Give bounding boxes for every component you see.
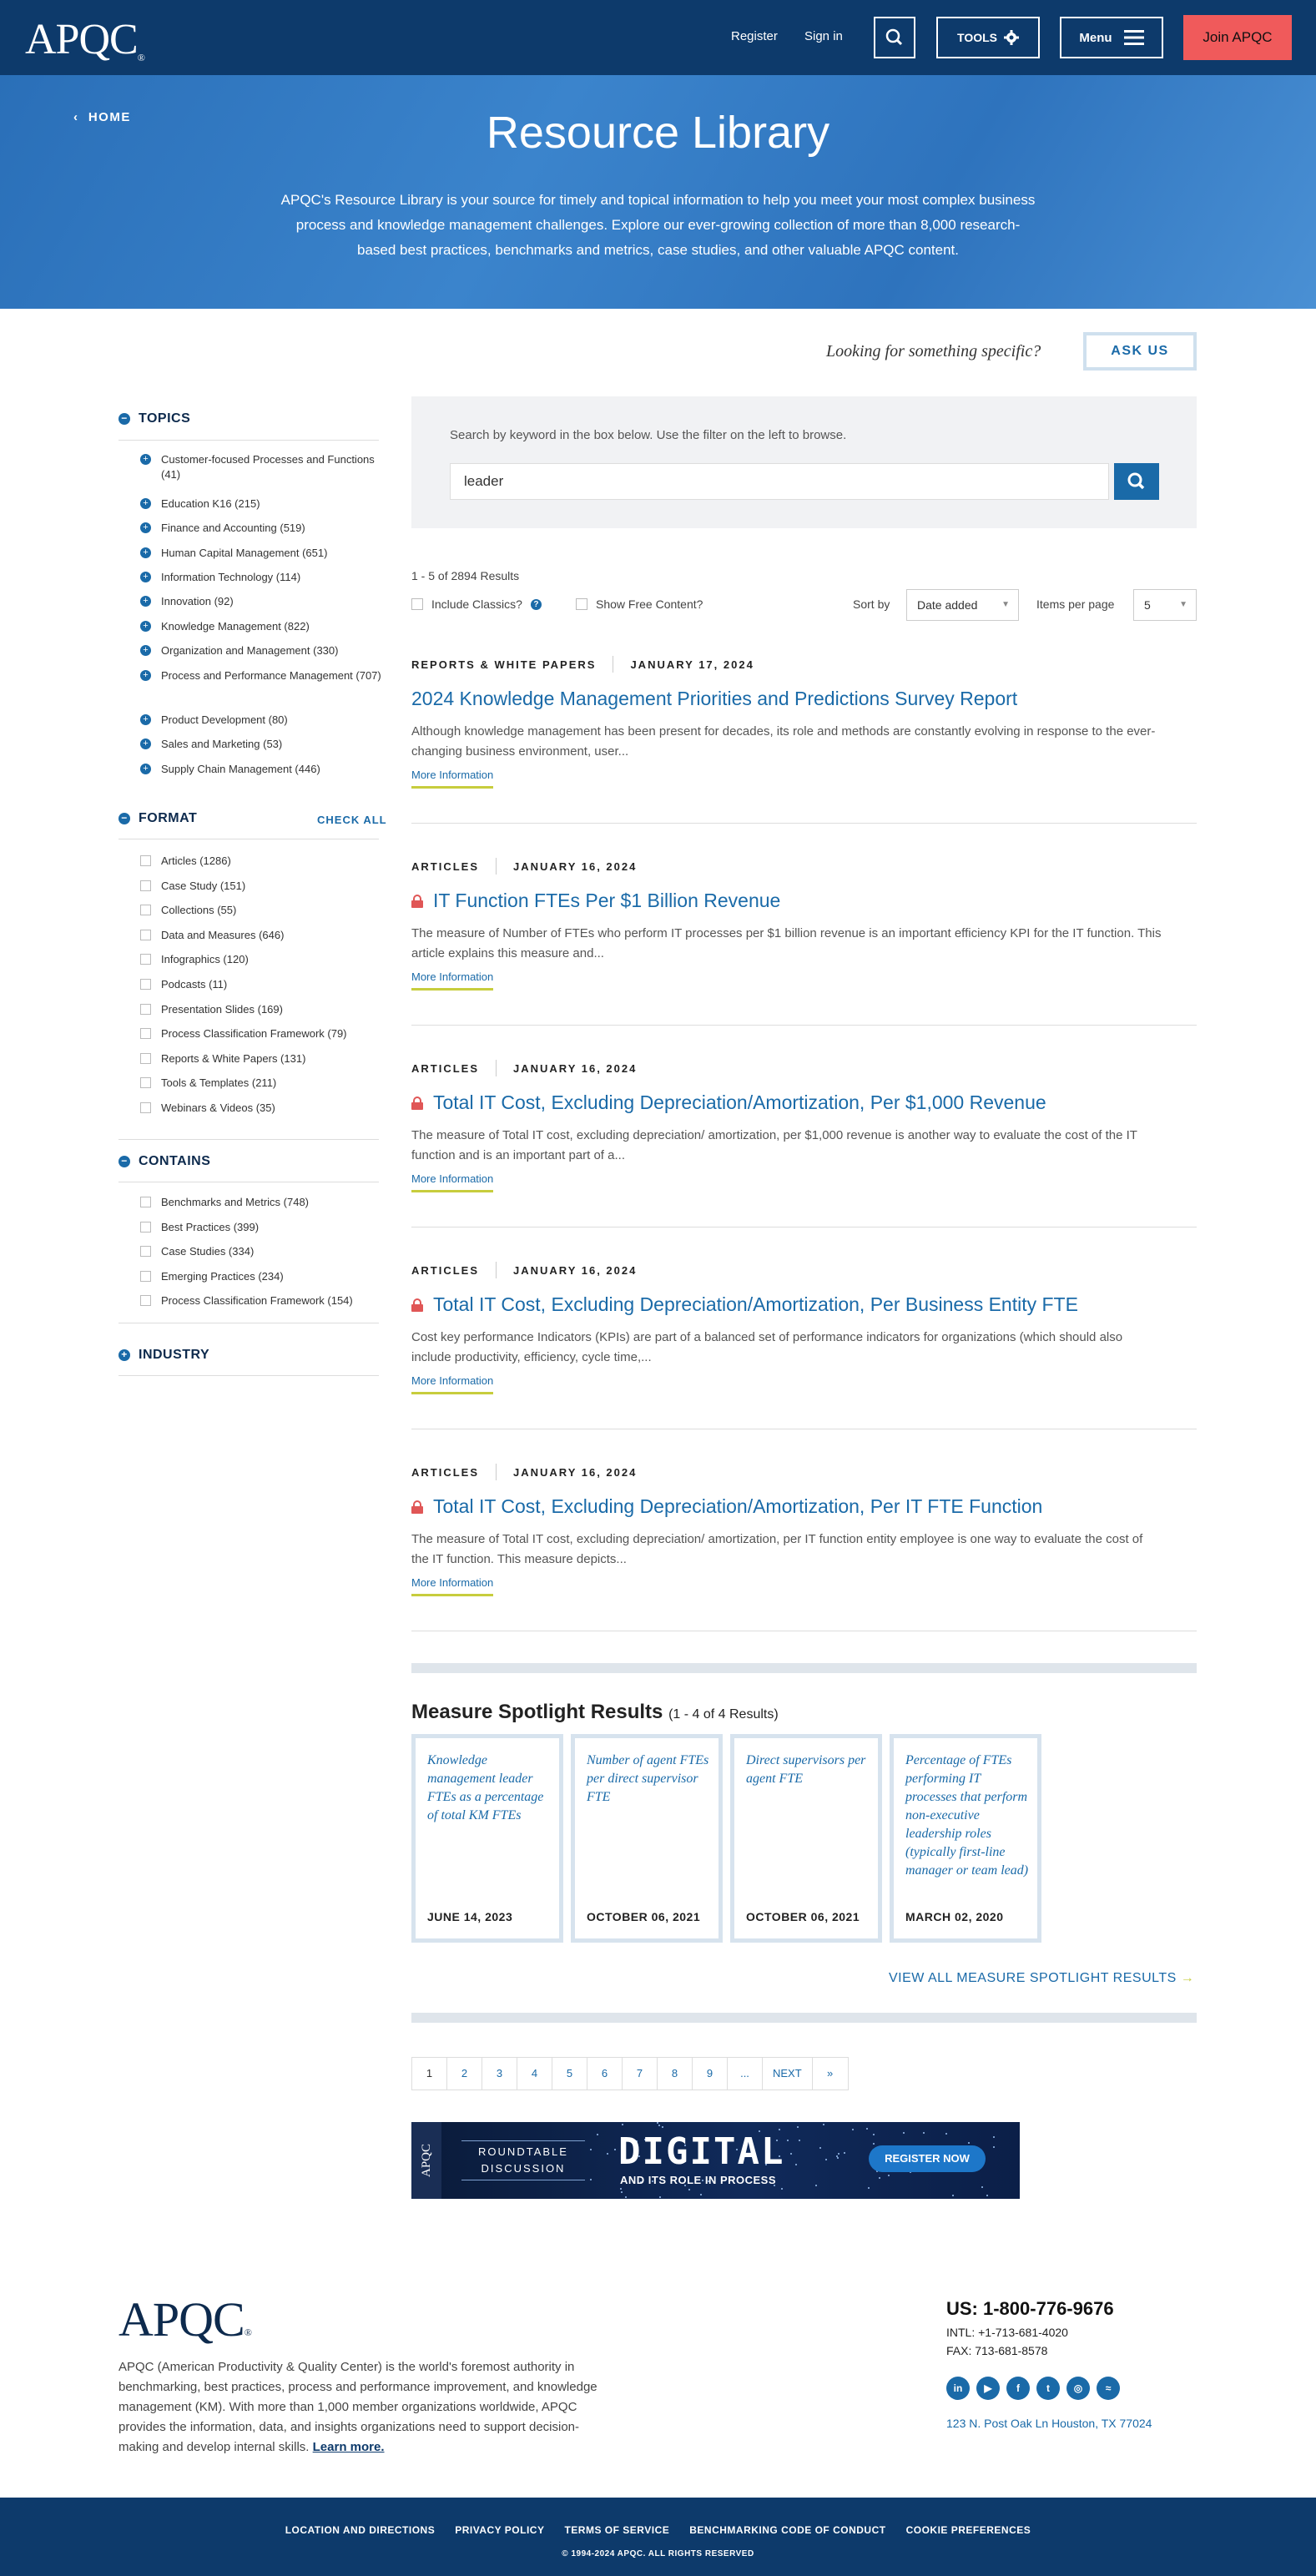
topic-item[interactable]: [140, 713, 382, 728]
industry-heading[interactable]: + INDUSTRY: [118, 1348, 209, 1363]
banner-star: [799, 2140, 800, 2141]
format-filter[interactable]: [140, 1002, 382, 1017]
show-free-option[interactable]: [576, 597, 703, 611]
checkbox[interactable]: [140, 855, 151, 866]
include-classics-option[interactable]: [411, 597, 542, 611]
items-per-page-label: Items per page: [1036, 597, 1115, 611]
banner-star: [614, 2149, 616, 2150]
search-input[interactable]: leader: [450, 463, 1109, 500]
more-information-link[interactable]: More Information: [411, 769, 493, 789]
apqc-logo[interactable]: APQC®: [25, 16, 144, 63]
separator: [496, 1262, 497, 1278]
plus-icon: +: [140, 764, 151, 774]
result-title-link[interactable]: [411, 1293, 1197, 1316]
banner-star: [879, 2177, 880, 2179]
checkbox[interactable]: [140, 1028, 151, 1039]
contains-filter[interactable]: [140, 1244, 382, 1259]
banner-star: [873, 2134, 875, 2135]
checkbox[interactable]: [140, 905, 151, 915]
contains-heading[interactable]: − CONTAINS: [118, 1154, 210, 1169]
banner-star: [597, 2134, 598, 2135]
caret-down-icon: ▼: [1179, 600, 1187, 609]
page-button[interactable]: 3: [482, 2058, 517, 2090]
hamburger-icon: [1124, 30, 1144, 45]
top-navigation: [0, 0, 1316, 75]
learn-more-link[interactable]: Learn more.: [312, 2440, 385, 2454]
result-date: JANUARY 16, 2024: [513, 860, 638, 873]
result-meta: [411, 1060, 1197, 1076]
more-information-link[interactable]: More Information: [411, 1172, 493, 1192]
format-filter[interactable]: [140, 1101, 382, 1116]
checkbox[interactable]: [140, 1053, 151, 1064]
format-filter-label: Reports & White Papers (131): [161, 1051, 306, 1065]
search-icon: [1114, 463, 1159, 500]
spotlight-question: Percentage of FTEs performing IT processes that perform non-executive leadership roles (typically first-line manager or team lead): [905, 1753, 1029, 1878]
search-button[interactable]: [874, 17, 915, 58]
roundtable-ad-banner[interactable]: [411, 2122, 1020, 2199]
plus-icon: +: [140, 670, 151, 681]
result-meta: [411, 1262, 1197, 1278]
format-filter[interactable]: [140, 903, 382, 918]
topic-item[interactable]: [140, 546, 382, 561]
spotlight-card[interactable]: [890, 1734, 1041, 1943]
topic-label: Organization and Management (330): [161, 644, 339, 657]
banner-star: [622, 2124, 623, 2125]
banner-star: [868, 2187, 870, 2189]
twitter-icon[interactable]: t: [1036, 2377, 1060, 2400]
topic-item[interactable]: [140, 452, 382, 482]
format-filter-label: Tools & Templates (211): [161, 1076, 277, 1090]
divider: [118, 440, 379, 441]
join-apqc-button[interactable]: Join APQC: [1183, 15, 1292, 60]
checkbox[interactable]: [140, 1102, 151, 1113]
checkbox[interactable]: [140, 1004, 151, 1015]
youtube-icon[interactable]: ▶: [976, 2377, 1000, 2400]
banner-star: [945, 2133, 947, 2135]
footer-phone[interactable]: US: 1-800-776-9676: [946, 2298, 1114, 2319]
checkbox[interactable]: [140, 1295, 151, 1306]
format-filter-label: Podcasts (11): [161, 978, 228, 991]
contains-filter-label: Best Practices (399): [161, 1220, 260, 1233]
result-divider: [411, 1227, 1197, 1228]
banner-star: [657, 2122, 658, 2124]
banner-star: [787, 2140, 789, 2141]
topic-label: Finance and Accounting (519): [161, 522, 305, 534]
result-title-link[interactable]: [411, 890, 1197, 912]
topic-item[interactable]: [140, 570, 382, 585]
result-divider: [411, 823, 1197, 824]
result-item: [411, 656, 1197, 789]
plus-icon: +: [140, 739, 151, 749]
banner-star: [823, 2124, 824, 2125]
result-item: [411, 1464, 1197, 1596]
result-type: ARTICLES: [411, 860, 479, 873]
checkbox[interactable]: [140, 880, 151, 891]
footer-address[interactable]: 123 N. Post Oak Ln Houston, TX 77024: [946, 2417, 1152, 2430]
banner-star: [993, 2136, 995, 2138]
topic-item[interactable]: [140, 643, 382, 658]
banner-star: [873, 2143, 875, 2145]
show-free-checkbox[interactable]: [576, 598, 587, 610]
result-item: [411, 1262, 1197, 1394]
result-title: 2024 Knowledge Management Priorities and Predictions Survey Report: [411, 688, 1018, 709]
contains-filter-label: Emerging Practices (234): [161, 1269, 284, 1283]
result-description: Cost key performance Indicators (KPIs) are part of a balanced set of performance indicators for organizations (which should also include productivity, efficiency, cycle time,...: [411, 1330, 1123, 1364]
topic-label: Information Technology (114): [161, 571, 301, 583]
result-meta: [411, 656, 1197, 673]
spotlight-date: OCTOBER 06, 2021: [746, 1910, 860, 1923]
contains-filter[interactable]: [140, 1195, 382, 1210]
footer-link[interactable]: TERMS OF SERVICE: [564, 2524, 670, 2536]
sort-select[interactable]: Date added ▼: [906, 589, 1019, 621]
tools-label: TOOLS: [957, 31, 997, 44]
checkbox[interactable]: [140, 1197, 151, 1207]
format-filter-label: Presentation Slides (169): [161, 1002, 283, 1016]
result-title-link[interactable]: [411, 688, 1197, 710]
topic-label: Product Development (80): [161, 713, 288, 726]
topic-item[interactable]: [140, 521, 382, 536]
banner-star: [837, 2157, 839, 2159]
checkbox[interactable]: [140, 930, 151, 940]
page-button[interactable]: 8: [658, 2058, 693, 2090]
plus-icon: +: [140, 522, 151, 533]
spotlight-question: Knowledge management leader FTEs as a percentage of total KM FTEs: [427, 1753, 544, 1822]
banner-star: [986, 2195, 988, 2196]
plus-icon: +: [140, 547, 151, 558]
lock-icon: [411, 1500, 423, 1514]
divider: [118, 1375, 379, 1376]
results-count: 1 - 5 of 2894 Results: [411, 569, 520, 582]
footer-description: APQC (American Productivity & Quality Center) is the world's foremost authority in benchmarking, best practices, process and performance improvement, and knowledge management (KM). With more than 1,000 member organizations worldwide, APQC provides the information, data, and insights organizations need to support decision-making and develop internal skills. Learn more.: [118, 2360, 597, 2454]
register-now-button[interactable]: REGISTER NOW: [869, 2145, 986, 2172]
page-button[interactable]: 5: [552, 2058, 587, 2090]
checkbox[interactable]: [140, 1222, 151, 1233]
banner-star: [888, 2175, 890, 2176]
check-all-link[interactable]: CHECK ALL: [317, 814, 387, 826]
search-icon: [875, 18, 914, 57]
banner-star: [662, 2126, 663, 2128]
footer-intl-phone: INTL: +1-713-681-4020: [946, 2326, 1068, 2339]
caret-down-icon: ▼: [1001, 600, 1010, 609]
format-filter[interactable]: [140, 952, 382, 967]
banner-star: [819, 2147, 821, 2149]
result-meta: [411, 1464, 1197, 1480]
separator: [496, 1464, 497, 1480]
result-item: [411, 1060, 1197, 1192]
facebook-icon[interactable]: f: [1006, 2377, 1030, 2400]
lock-icon: [411, 895, 423, 908]
spotlight-card[interactable]: [571, 1734, 723, 1943]
sort-by-label: Sort by: [853, 597, 890, 611]
copyright: © 1994-2024 APQC. ALL RIGHTS RESERVED: [562, 2549, 754, 2558]
banner-star: [621, 2191, 623, 2193]
menu-label: Menu: [1079, 30, 1112, 45]
result-date: JANUARY 16, 2024: [513, 1061, 638, 1075]
result-date: JANUARY 17, 2024: [630, 658, 754, 671]
result-title: Total IT Cost, Excluding Depreciation/Amortization, Per IT FTE Function: [433, 1495, 1043, 1517]
expand-icon: +: [118, 1349, 130, 1361]
page-button[interactable]: 4: [517, 2058, 552, 2090]
page-button[interactable]: ...: [728, 2058, 763, 2090]
format-heading[interactable]: − FORMAT: [118, 811, 197, 826]
page-button[interactable]: NEXT: [763, 2058, 813, 2090]
ask-prompt: Looking for something specific?: [826, 342, 1041, 360]
page-button[interactable]: 6: [587, 2058, 623, 2090]
banner-star: [590, 2179, 592, 2180]
topic-label: Human Capital Management (651): [161, 547, 328, 559]
plus-icon: +: [140, 454, 151, 465]
pagination: [411, 2057, 849, 2090]
format-filter-label: Data and Measures (646): [161, 928, 285, 941]
instagram-icon[interactable]: ◎: [1066, 2377, 1090, 2400]
section-divider: [411, 2013, 1197, 2023]
topic-label: Customer-focused Processes and Functions (41): [161, 453, 375, 481]
breadcrumb-home[interactable]: ‹ HOME: [73, 110, 131, 124]
banner-star: [700, 2194, 702, 2195]
include-classics-label: Include Classics?: [431, 597, 522, 611]
topic-item[interactable]: [140, 737, 382, 752]
topic-label: Sales and Marketing (53): [161, 738, 283, 750]
result-description: Although knowledge management has been present for decades, its role and methods are constantly evolving in response to the ever-changing business environment, user...: [411, 724, 1156, 759]
spotlight-card[interactable]: [411, 1734, 563, 1943]
banner-headline: DIGITAL: [618, 2130, 785, 2173]
banner-subheadline: AND ITS ROLE IN PROCESS: [620, 2174, 777, 2186]
plus-icon: +: [140, 621, 151, 632]
spotlight-question: Number of agent FTEs per direct supervisor FTE: [587, 1753, 709, 1804]
spotlight-title: Measure Spotlight Results (1 - 4 of 4 Results): [411, 1701, 779, 1723]
spotlight-card[interactable]: [730, 1734, 882, 1943]
banner-star: [607, 2153, 608, 2155]
plus-icon: +: [140, 645, 151, 656]
footer-bottom-bar: [0, 2498, 1316, 2576]
topic-label: Education K16 (215): [161, 497, 260, 510]
banner-star: [852, 2129, 854, 2130]
divider: [118, 1139, 379, 1140]
separator: [496, 858, 497, 875]
include-classics-checkbox[interactable]: [411, 598, 423, 610]
page-button[interactable]: 1: [412, 2058, 447, 2090]
format-filter-label: Case Study (151): [161, 879, 246, 892]
search-hint: Search by keyword in the box below. Use the filter on the left to browse.: [450, 428, 847, 442]
topic-item[interactable]: [140, 497, 382, 512]
banner-star: [658, 2125, 660, 2126]
footer-link[interactable]: LOCATION AND DIRECTIONS: [285, 2524, 436, 2536]
result-type: REPORTS & WHITE PAPERS: [411, 658, 597, 671]
more-information-link[interactable]: More Information: [411, 970, 493, 991]
banner-star: [838, 2153, 840, 2155]
plus-icon: +: [140, 596, 151, 607]
show-free-label: Show Free Content?: [596, 597, 703, 611]
banner-side-logo: APQC: [411, 2122, 441, 2199]
spotlight-date: JUNE 14, 2023: [427, 1910, 513, 1923]
banner-star: [866, 2128, 868, 2130]
banner-star: [968, 2142, 970, 2144]
format-filter[interactable]: [140, 879, 382, 894]
ask-us-button[interactable]: ASK US: [1083, 332, 1197, 371]
banner-star: [790, 2153, 792, 2155]
result-type: ARTICLES: [411, 1263, 479, 1277]
banner-star: [688, 2189, 690, 2190]
banner-star: [781, 2188, 783, 2190]
format-filter[interactable]: [140, 928, 382, 943]
rss-icon[interactable]: ≈: [1097, 2377, 1120, 2400]
result-title: IT Function FTEs Per $1 Billion Revenue: [433, 890, 781, 911]
spotlight-question: Direct supervisors per agent FTE: [746, 1753, 866, 1786]
format-filter[interactable]: [140, 854, 382, 869]
contains-filter[interactable]: [140, 1293, 382, 1308]
banner-star: [620, 2188, 622, 2190]
format-filter-label: Process Classification Framework (79): [161, 1027, 347, 1041]
banner-star: [659, 2196, 661, 2198]
page-button[interactable]: »: [827, 2067, 834, 2079]
more-information-link[interactable]: More Information: [411, 1374, 493, 1394]
separator: [496, 1060, 497, 1076]
items-per-page-select[interactable]: 5 ▼: [1133, 589, 1197, 621]
register-link[interactable]: Register: [731, 29, 778, 43]
checkbox[interactable]: [140, 1077, 151, 1088]
collapse-icon: −: [118, 1156, 130, 1167]
topic-item[interactable]: [140, 594, 382, 609]
plus-icon: +: [140, 572, 151, 582]
format-filter[interactable]: [140, 1026, 382, 1041]
topic-label: Process and Performance Management (707): [161, 669, 381, 682]
footer-logo[interactable]: APQC®: [118, 2292, 251, 2347]
spotlight-date: MARCH 02, 2020: [905, 1910, 1004, 1923]
chevron-left-icon: ‹: [73, 110, 88, 124]
result-title-link[interactable]: [411, 1495, 1197, 1518]
footer-link[interactable]: PRIVACY POLICY: [455, 2524, 545, 2536]
result-divider: [411, 1025, 1197, 1026]
format-filter-label: Infographics (120): [161, 953, 249, 966]
contains-filter-label: Process Classification Framework (154): [161, 1294, 353, 1308]
result-title: Total IT Cost, Excluding Depreciation/Amortization, Per $1,000 Revenue: [433, 1091, 1046, 1113]
page-title: Resource Library: [486, 108, 830, 158]
arrow-right-icon: →: [1180, 1971, 1195, 1985]
plus-icon: +: [140, 498, 151, 509]
checkbox[interactable]: [140, 954, 151, 965]
hero-description: APQC's Resource Library is your source for timely and topical information to help you meet your most complex business process and knowledge management challenges. Explore our ever-growing collection of more than 8,000 research-based best practices, benchmarks and metrics, case studies, and other valuable APQC content.: [280, 192, 1036, 258]
result-type: ARTICLES: [411, 1061, 479, 1075]
checkbox[interactable]: [140, 979, 151, 990]
contains-filter-label: Benchmarks and Metrics (748): [161, 1196, 310, 1208]
checkbox[interactable]: [140, 1271, 151, 1282]
signin-link[interactable]: Sign in: [804, 29, 843, 43]
result-description: The measure of Total IT cost, excluding depreciation/ amortization, per IT function entity employee is one way to evaluate the cost of the IT function. This measure depicts...: [411, 1532, 1143, 1566]
page-button[interactable]: 9: [693, 2058, 728, 2090]
banner-star: [815, 2185, 817, 2186]
result-date: JANUARY 16, 2024: [513, 1465, 638, 1479]
result-title: Total IT Cost, Excluding Depreciation/Amortization, Per Business Entity FTE: [433, 1293, 1078, 1315]
banner-star: [923, 2132, 925, 2134]
topic-label: Knowledge Management (822): [161, 620, 310, 633]
gear-icon: [1004, 30, 1019, 45]
contains-filter[interactable]: [140, 1269, 382, 1284]
banner-star: [625, 2196, 627, 2198]
contains-filter-label: Case Studies (334): [161, 1245, 255, 1258]
topics-heading[interactable]: − TOPICS: [118, 411, 190, 426]
result-item: [411, 858, 1197, 991]
banner-roundtable-label: ROUNDTABLE DISCUSSION: [461, 2140, 585, 2180]
contains-filter[interactable]: [140, 1220, 382, 1235]
banner-star: [903, 2132, 905, 2134]
footer-fax: FAX: 713-681-8578: [946, 2344, 1048, 2357]
result-title-link[interactable]: [411, 1091, 1197, 1114]
view-all-spotlight-link[interactable]: VIEW ALL MEASURE SPOTLIGHT RESULTS →: [889, 1971, 1195, 1985]
topic-label: Supply Chain Management (446): [161, 763, 320, 775]
topic-item[interactable]: [140, 668, 382, 683]
banner-star: [797, 2126, 799, 2128]
footer-links: [0, 2524, 1316, 2536]
collapse-icon: −: [118, 813, 130, 824]
format-filter-label: Articles (1286): [161, 854, 231, 867]
menu-button[interactable]: [1060, 17, 1163, 58]
result-date: JANUARY 16, 2024: [513, 1263, 638, 1277]
banner-star: [993, 2146, 995, 2148]
result-description: The measure of Number of FTEs who perform IT processes per $1 billion revenue is an important efficiency KPI for the IT function. This article explains this measure and...: [411, 926, 1162, 960]
banner-star: [981, 2186, 983, 2188]
spotlight-date: OCTOBER 06, 2021: [587, 1910, 701, 1923]
linkedin-icon[interactable]: in: [946, 2377, 970, 2400]
page-button[interactable]: 7: [623, 2058, 658, 2090]
format-filter[interactable]: [140, 977, 382, 992]
format-filter-label: Webinars & Videos (35): [161, 1101, 275, 1114]
footer-link[interactable]: BENCHMARKING CODE OF CONDUCT: [689, 2524, 886, 2536]
result-meta: [411, 858, 1197, 875]
lock-icon: [411, 1298, 423, 1312]
more-information-link[interactable]: More Information: [411, 1576, 493, 1596]
format-filter[interactable]: [140, 1076, 382, 1091]
banner-star: [825, 2159, 827, 2160]
lock-icon: [411, 1096, 423, 1110]
search-submit-button[interactable]: [1114, 463, 1159, 500]
search-panel: [411, 396, 1197, 528]
page-button[interactable]: 2: [447, 2058, 482, 2090]
result-type: ARTICLES: [411, 1465, 479, 1479]
hero-banner: [0, 75, 1316, 309]
section-divider: [411, 1663, 1197, 1673]
banner-star: [952, 2195, 954, 2196]
format-filter[interactable]: [140, 1051, 382, 1066]
tools-button[interactable]: [936, 17, 1040, 58]
plus-icon: +: [140, 714, 151, 725]
result-description: The measure of Total IT cost, excluding depreciation/ amortization, per $1,000 revenue is another way to evaluate the cost of the IT function and is an important part of a...: [411, 1128, 1137, 1162]
topic-label: Innovation (92): [161, 595, 234, 607]
topic-item[interactable]: [140, 619, 382, 634]
banner-star: [590, 2149, 592, 2150]
checkbox[interactable]: [140, 1246, 151, 1257]
topic-item[interactable]: [140, 762, 382, 777]
collapse-icon: −: [118, 413, 130, 425]
format-filter-label: Collections (55): [161, 904, 237, 917]
banner-star: [844, 2152, 845, 2154]
banner-star: [795, 2164, 797, 2165]
footer-link[interactable]: COOKIE PREFERENCES: [905, 2524, 1031, 2536]
social-links: [946, 2377, 1120, 2400]
help-icon[interactable]: ?: [531, 599, 542, 610]
